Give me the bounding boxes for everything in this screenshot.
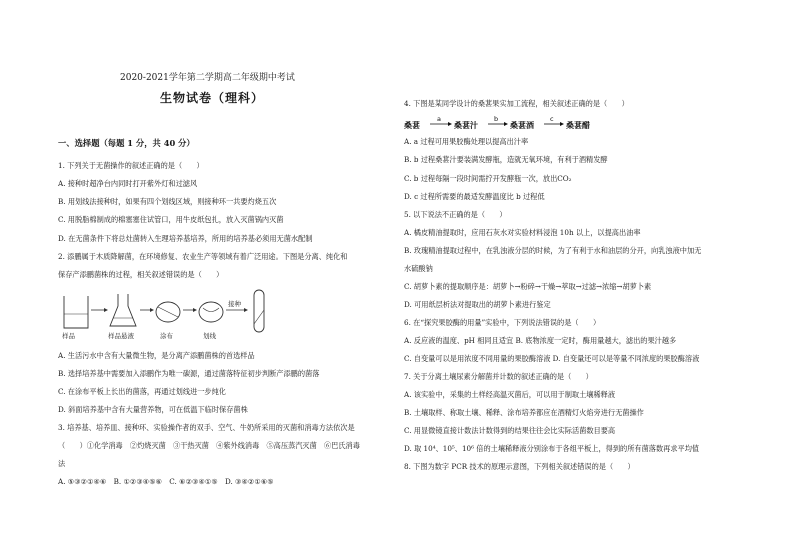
exam-title: 2020-2021学年第二学期高二年级期中考试: [120, 73, 295, 83]
question-1-option-b: B. 用划线法接种时，如果有四个划线区域，则接种环一共要灼烧五次: [58, 197, 277, 206]
question-2-option-a: A. 生活污水中含有大量微生物，是分离产添鹏菌株的首选样品: [58, 351, 255, 360]
flow-arrow-c: c: [550, 115, 554, 123]
flow-node-vinegar: 桑葚醋: [566, 121, 590, 130]
question-2-stem: 2. 添鹏属于木质降解菌，在环境修复、农业生产等领域有着广泛用途。下图是分离、纯化和: [58, 252, 348, 261]
question-2-option-c: C. 在涂布平板上长出的菌落，再通过划线进一步纯化: [58, 387, 226, 396]
question-7-option-c: C. 用显微镜直接计数法计数得到的结果往往会比实际活菌数目要高: [404, 426, 616, 435]
section-title: 一、选择题（每题 1 分，共 40 分）: [58, 138, 195, 148]
question-4-option-b: B. b 过程桑葚汁要装满发酵瓶，造就无氧环境，有利于酒精发酵: [404, 155, 608, 164]
question-1-option-a: A. 接种时超净台内同时打开紫外灯和过滤风: [58, 179, 198, 188]
question-7-stem: 7. 关于分离土壤尿素分解菌并计数的叙述正确的是（ ）: [404, 372, 593, 381]
question-1-stem: 1. 下列关于无菌操作的叙述正确的是（ ）: [58, 161, 204, 170]
isolation-process-figure: [58, 288, 273, 340]
question-3-stem: 3. 培养基、培养皿、接种环、实验操作者的双手、空气、牛奶所采用的灭菌和消毒方法依次是: [58, 423, 355, 432]
question-5-option-c: C. 胡萝卜素的提取顺序是：胡萝卜→粉碎→干燥→萃取→过滤→浓缩→胡萝卜素: [404, 282, 652, 291]
flow-arrow-b: b: [494, 115, 499, 123]
question-6-options-cd: C. 自变量可以是用浓度不同用量的果胶酶溶液 D. 自变量还可以是等量不同浓度的果胶酶溶液: [404, 354, 700, 363]
question-5-option-a: A. 橘皮精油提取时，应用石灰水对实验材料浸泡 10h 以上，以提高出油率: [404, 228, 641, 237]
figure-label-suspension: 样品悬液: [108, 332, 134, 340]
question-5-stem: 5. 以下说法不正确的是（ ）: [404, 210, 507, 219]
mulberry-process-flow: [404, 114, 604, 132]
question-2-stem-cont: 保存产添鹏菌株的过程，相关叙述错误的是（ ）: [58, 270, 224, 279]
question-2-option-d: D. 斜面培养基中含有大量营养物，可在低温下临时保存菌株: [58, 405, 248, 414]
question-5-option-b: B. 玫瑰精油提取过程中，在乳浊液分层的时候，为了有利于水和油层的分开，向乳浊液中加无: [404, 246, 702, 255]
question-3-methods-cont: 法: [58, 459, 66, 468]
subject-title: 生物试卷（理科）: [160, 91, 265, 105]
question-3-options: A. ⑤③②①④⑥ B. ①②③④⑤⑥ C. ⑥②③④①⑤ D. ③④②①⑥⑤: [58, 477, 274, 486]
question-7-option-d: D. 取 10⁴、10⁵、10⁶ 倍的土壤稀释液分别涂布于各组平板上，得到的所有菌落数再求平均值: [404, 444, 700, 453]
question-5-option-d: D. 可用纸层析法对提取出的胡萝卜素进行鉴定: [404, 300, 551, 309]
figure-label-sample: 样品: [62, 332, 75, 340]
figure-label-inoculate: 接种: [228, 300, 241, 308]
question-4-stem: 4. 下图是某同学设计的桑葚果实加工流程，相关叙述正确的是（ ）: [404, 99, 629, 108]
question-4-option-a: A. a 过程可用果胶酶处理以提高出汁率: [404, 137, 529, 146]
question-2-option-b: B. 选择培养基中需要加入添鹏作为唯一碳源，通过菌落特征初步判断产添鹏的菌落: [58, 369, 320, 378]
question-7-option-b: B. 土壤取样、称取土壤、稀释、涂布培养都应在酒精灯火焰旁进行无菌操作: [404, 408, 644, 417]
question-6-options-ab: A. 反应液的温度、pH 相同且适宜 B. 底物浓度一定时，酶用量越大，滤出的果汁越多: [404, 336, 677, 345]
flow-node-mulberry: 桑葚: [404, 121, 420, 130]
flow-arrow-a: a: [437, 115, 441, 123]
question-4-option-d: D. c 过程所需要的最适发酵温度比 b 过程低: [404, 192, 545, 201]
flow-node-wine: 桑葚酒: [510, 121, 534, 130]
figure-label-streak: 划线: [203, 332, 216, 340]
question-7-option-a: A. 该实验中，采集的土样经高温灭菌后，可以用于制取土壤稀释液: [404, 390, 616, 399]
question-4-option-c: C. b 过程每隔一段时间需拧开发酵瓶一次，放出CO₂: [404, 174, 572, 183]
question-1-option-d: D. 在无菌条件下将总灶菌转入生理培养基培养，所用的培养基必须用无菌水配制: [58, 234, 313, 243]
question-6-stem: 6. 在“探究果胶酶的用量”实验中，下列说法错误的是（ ）: [404, 318, 601, 327]
question-1-option-c: C. 用脱脂棉制成的棉塞塞住试管口，用牛皮纸包扎，放入灭菌锅内灭菌: [58, 215, 284, 224]
question-3-methods: （ ）①化学消毒 ②灼烧灭菌 ③干热灭菌 ④紫外线消毒 ⑤高压蒸汽灭菌 ⑥巴氏消毒: [58, 441, 360, 450]
flow-node-juice: 桑葚汁: [454, 121, 478, 130]
question-8-stem: 8. 下图为数字 PCR 技术的原理示意图，下列相关叙述错误的是（ ）: [404, 462, 635, 471]
question-5-option-b-cont: 水硫酸钠: [404, 264, 433, 273]
figure-label-spread: 涂布: [160, 332, 173, 340]
